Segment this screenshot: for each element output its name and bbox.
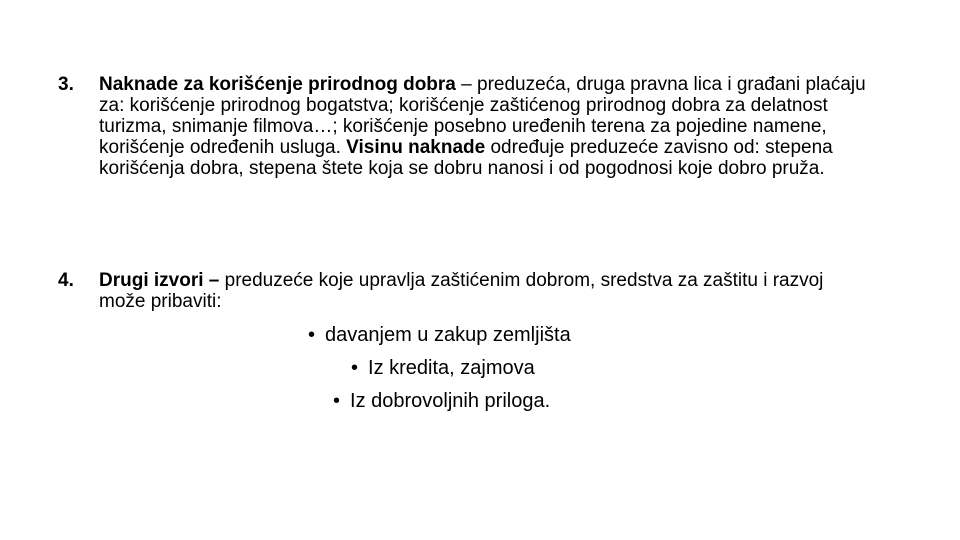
- item-number: 3.: [58, 74, 74, 95]
- item-title: Naknade za korišćenje prirodnog dobra: [99, 74, 456, 95]
- bullet-item: [308, 323, 571, 347]
- bullet-text: Iz dobrovoljnih priloga.: [350, 390, 551, 412]
- bullet-item: [333, 389, 550, 413]
- bullet-icon: •: [351, 357, 359, 379]
- item-body: [99, 270, 869, 312]
- list-item-4: [58, 270, 878, 312]
- item-body: [99, 74, 869, 179]
- bullet-text: Iz kredita, zajmova: [368, 357, 535, 379]
- item-emphasis: Visinu naknade: [346, 137, 486, 158]
- item-text: preduzeće koje upravlja zaštićenim dobrom, sredstva za zaštitu i razvoj može pribaviti:: [99, 270, 824, 312]
- item-title: Drugi izvori –: [99, 270, 220, 291]
- bullet-icon: •: [308, 324, 316, 346]
- bullet-text: davanjem u zakup zemljišta: [325, 324, 571, 346]
- item-text: – preduzeća, druga pravna lica i građani plaćaju za: korišćenje prirodnog bogatstva; korišćenje zaštićenog prirodnog dobra za delatnost turizma, snimanje filmova…; korišćenje posebno uređenih terena za pojedine namene, korišćenje određenih usluga.: [99, 74, 866, 158]
- bullet-icon: •: [333, 390, 341, 412]
- list-item-3: [58, 74, 878, 179]
- item-text: određuje preduzeće zavisno od: stepena korišćenja dobra, stepena štete koja se dobru nanosi i od pogodnosi koje dobro pruža.: [99, 137, 833, 179]
- item-number: 4.: [58, 270, 74, 291]
- bullet-item: [351, 356, 535, 380]
